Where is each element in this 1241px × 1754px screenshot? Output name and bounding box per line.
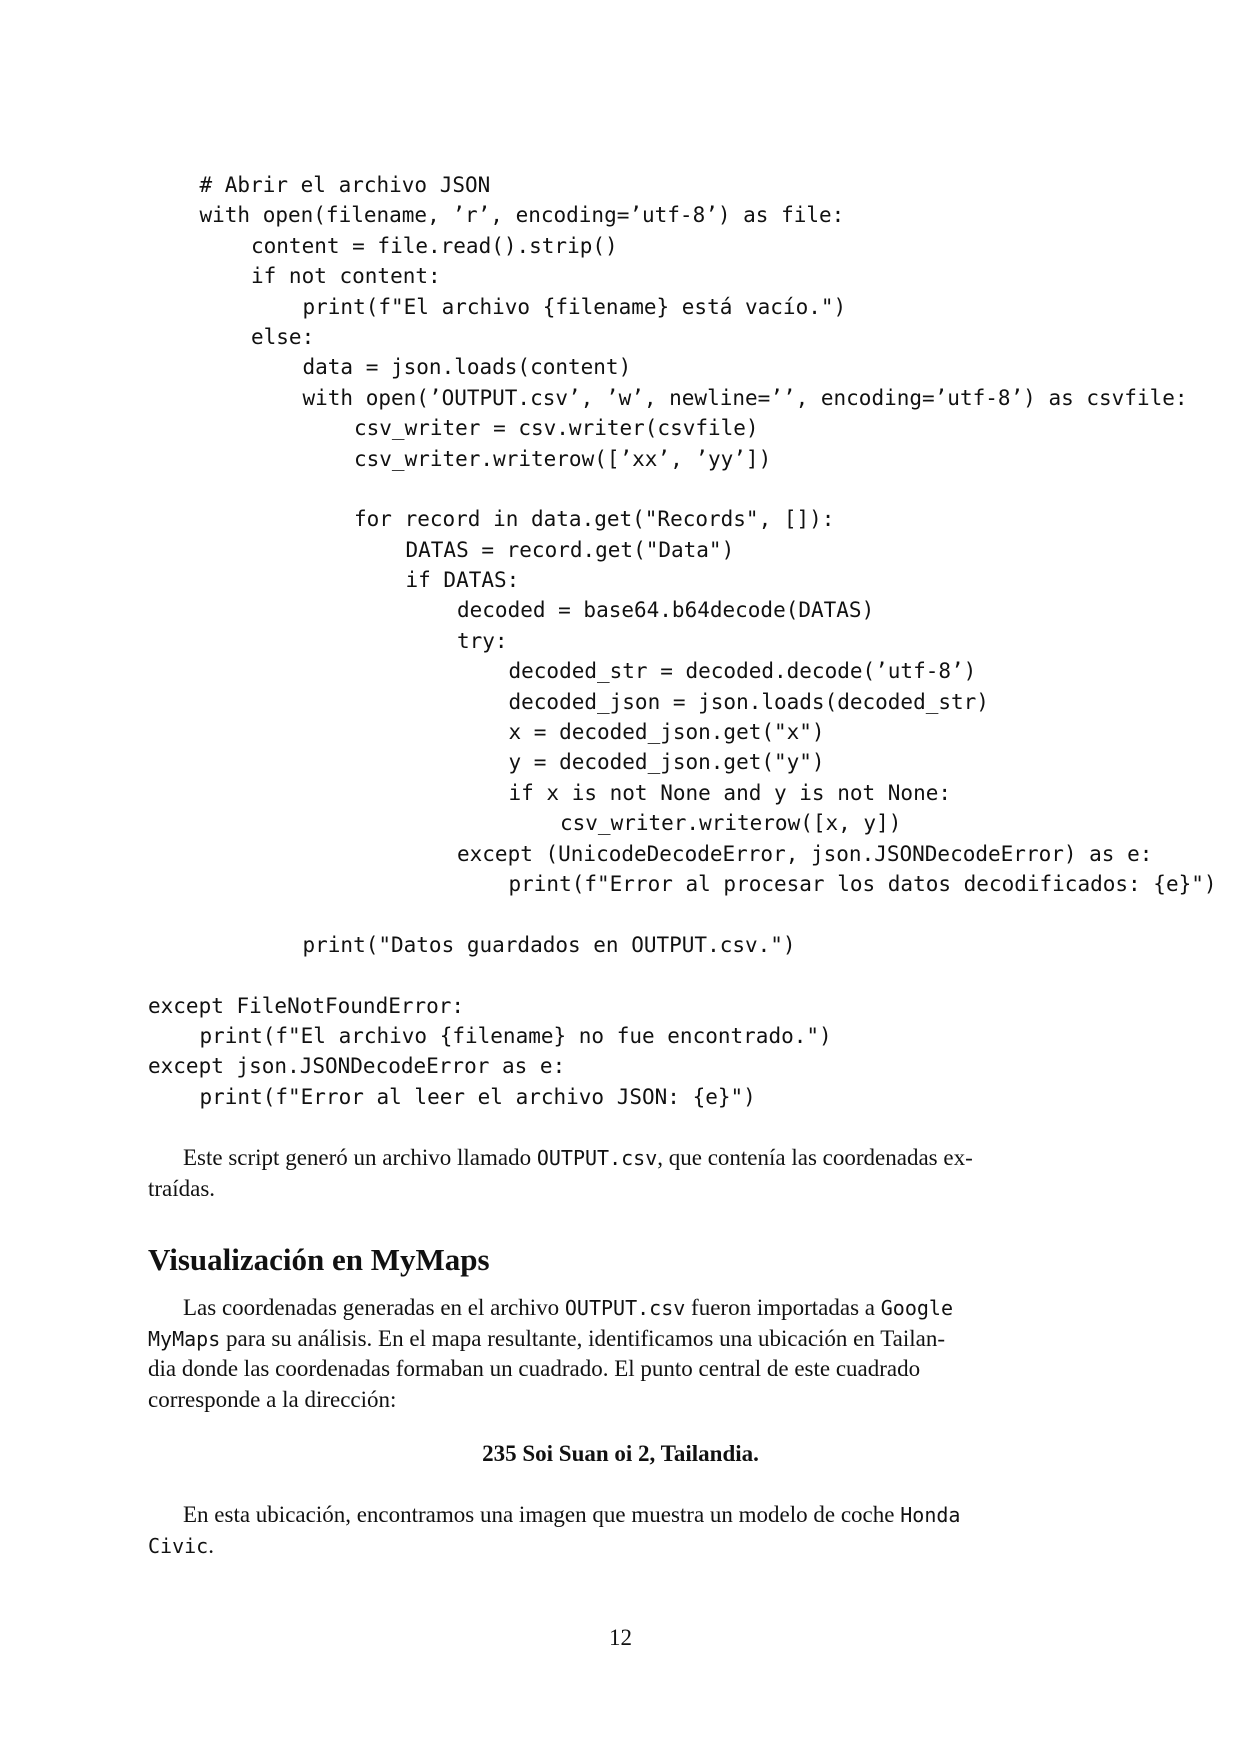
code-line: DATAS = record.get("Data") <box>405 537 735 562</box>
para2-code-google: Google <box>880 1296 953 1320</box>
para2-code-filename: OUTPUT.csv <box>564 1296 686 1320</box>
para2-text-3: para su análisis. En el mapa resultante, identificamos una ubicación en Tailan- <box>220 1325 946 1351</box>
para2-code-mymaps: MyMaps <box>148 1326 221 1351</box>
page-number: 12 <box>609 1625 632 1650</box>
code-line <box>148 474 1238 504</box>
code-line: except FileNotFoundError: <box>148 993 465 1018</box>
para1-code-filename: OUTPUT.csv <box>536 1146 658 1170</box>
code-line: y = decoded_json.get("y") <box>508 750 825 775</box>
code-line: else: <box>251 324 315 349</box>
code-line: csv_writer.writerow([’xx’, ’yy’]) <box>354 446 772 471</box>
code-line <box>148 899 1238 929</box>
code-line: decoded_json = json.loads(decoded_str) <box>508 689 989 714</box>
code-line: print(f"El archivo {filename} no fue encontrado.") <box>199 1023 832 1048</box>
para3-text: En esta ubicación, encontramos una imagen que muestra un modelo de coche <box>183 1502 901 1527</box>
paragraph-script-output <box>148 1143 1098 1204</box>
code-line: csv_writer = csv.writer(csvfile) <box>354 416 759 441</box>
para2-line4: corresponde a la dirección: <box>148 1386 397 1412</box>
para3-period: . <box>208 1532 214 1558</box>
code-line: decoded = base64.b64decode(DATAS) <box>457 598 875 623</box>
para1-text: Este script generó un archivo llamado <box>183 1145 537 1170</box>
code-block <box>148 170 1238 1112</box>
paragraph-honda <box>148 1500 1098 1561</box>
code-line: content = file.read().strip() <box>251 233 618 258</box>
code-line <box>148 960 1238 990</box>
code-line: except (UnicodeDecodeError, json.JSONDecodeError) as e: <box>457 841 1153 866</box>
code-line: print("Datos guardados en OUTPUT.csv.") <box>302 932 796 957</box>
para2-text-1: Las coordenadas generadas en el archivo <box>183 1295 565 1320</box>
code-line: decoded_str = decoded.decode(’utf-8’) <box>508 659 977 684</box>
para3-code-civic: Civic <box>148 1533 209 1558</box>
para3-code-honda: Honda <box>900 1503 961 1527</box>
code-line: print(f"Error al leer el archivo JSON: {e}") <box>199 1084 756 1109</box>
code-line: print(f"Error al procesar los datos decodificados: {e}") <box>508 871 1217 896</box>
code-line: try: <box>457 628 508 653</box>
code-line: for record in data.get("Records", []): <box>354 507 835 532</box>
code-line: if not content: <box>251 264 441 289</box>
code-line: x = decoded_json.get("x") <box>508 720 825 745</box>
para1-line2: traídas. <box>148 1175 216 1201</box>
code-line: with open(’OUTPUT.csv’, ’w’, newline=’’, encoding=’utf-8’) as csvfile: <box>302 385 1188 410</box>
code-line: data = json.loads(content) <box>302 355 632 380</box>
para1-text-end: , que contenía las coordenadas ex- <box>657 1145 973 1170</box>
code-line: except json.JSONDecodeError as e: <box>148 1054 566 1079</box>
address-line: 235 Soi Suan oi 2, Tailandia. <box>482 1441 759 1466</box>
code-line: csv_writer.writerow([x, y]) <box>560 811 902 836</box>
code-line: if x is not None and y is not None: <box>508 780 952 805</box>
paragraph-mymaps <box>148 1293 1098 1415</box>
code-line: if DATAS: <box>405 568 520 593</box>
code-line: # Abrir el archivo JSON <box>199 173 491 197</box>
para2-text-2: fueron importadas a <box>685 1295 881 1320</box>
para2-line3: dia donde las coordenadas formaban un cuadrado. El punto central de este cuadrado <box>148 1356 921 1381</box>
code-line: with open(filename, ’r’, encoding=’utf-8’) as file: <box>199 203 845 228</box>
code-line: print(f"El archivo {filename} está vacío.") <box>302 294 847 319</box>
section-heading: Visualización en MyMaps <box>148 1242 490 1277</box>
